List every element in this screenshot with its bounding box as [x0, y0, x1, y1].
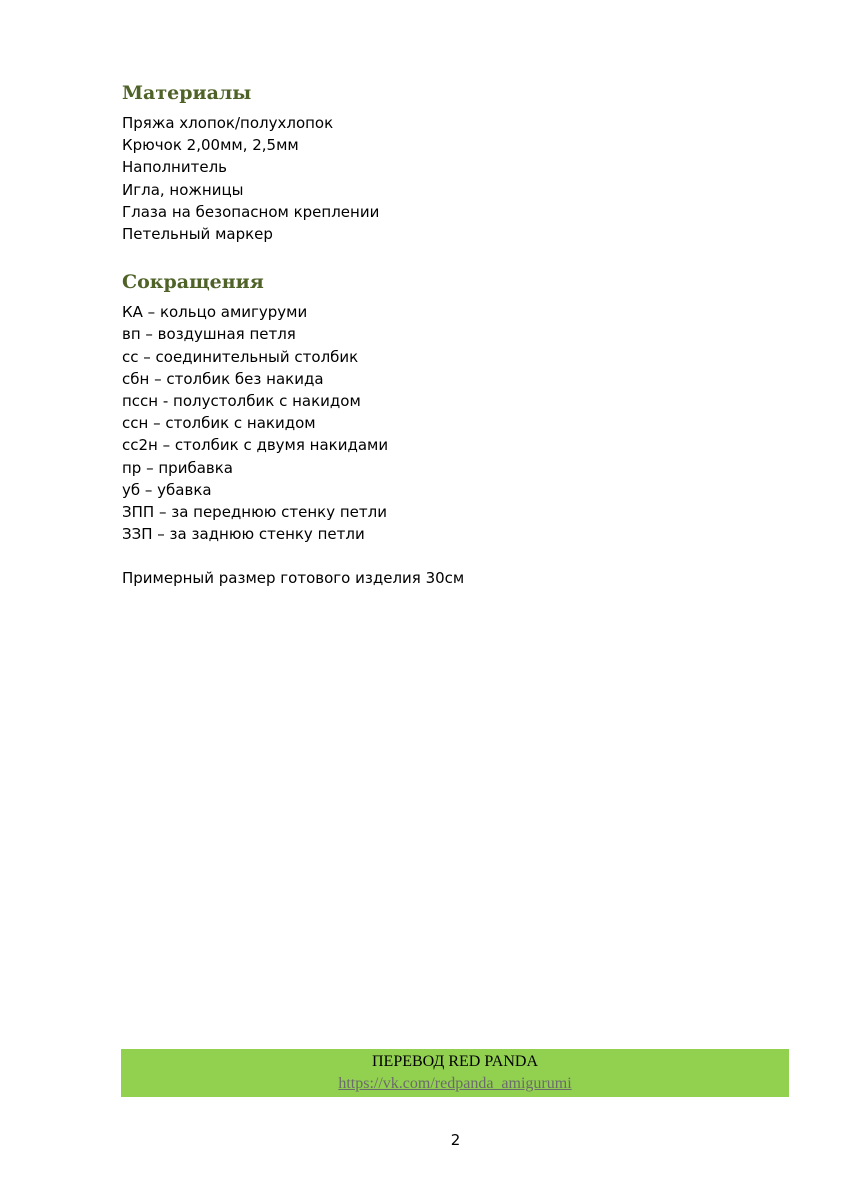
materials-item: Наполнитель: [122, 158, 227, 177]
materials-item: Пряжа хлопок/полухлопок: [122, 114, 334, 132]
size-note: Примерный размер готового изделия 30см: [122, 569, 465, 588]
abbreviation-item: КА – кольцо амигуруми: [122, 303, 308, 322]
abbreviation-item: пссн - полустолбик с накидом: [122, 392, 361, 411]
abbreviations-heading: Сокращения: [122, 271, 264, 294]
abbreviation-item: ссн – столбик с накидом: [122, 414, 316, 433]
abbreviation-item: уб – убавка: [122, 480, 212, 499]
abbreviation-item: сбн – столбик без накида: [122, 369, 324, 388]
footer-banner: [121, 1049, 789, 1097]
materials-item: Крючок 2,00мм, 2,5мм: [122, 136, 299, 155]
abbreviation-item: ЗЗП – за заднюю стенку петли: [122, 525, 365, 544]
abbreviation-item: сс2н – столбик с двумя накидами: [122, 436, 389, 455]
materials-section: [122, 78, 782, 245]
abbreviation-item: вп – воздушная петля: [122, 325, 296, 344]
footer-title: ПЕРЕВОД RED PANDA: [372, 1053, 538, 1070]
materials-item: Игла, ножницы: [122, 180, 244, 199]
footer-vk-link[interactable]: https://vk.com/redpanda_amigurumi: [338, 1075, 572, 1092]
page-content: [122, 78, 782, 589]
abbreviation-item: ЗПП – за переднюю стенку петли: [122, 503, 387, 522]
materials-list: [122, 112, 782, 245]
materials-item: Петельный маркер: [122, 225, 273, 244]
abbreviation-item: пр – прибавка: [122, 458, 233, 477]
abbreviation-item: сс – соединительный столбик: [122, 347, 359, 366]
materials-heading: Материалы: [122, 82, 252, 104]
abbreviations-section: [122, 267, 782, 545]
materials-item: Глаза на безопасном креплении: [122, 202, 380, 221]
abbreviations-list: [122, 301, 782, 545]
page-number: 2: [450, 1131, 461, 1149]
